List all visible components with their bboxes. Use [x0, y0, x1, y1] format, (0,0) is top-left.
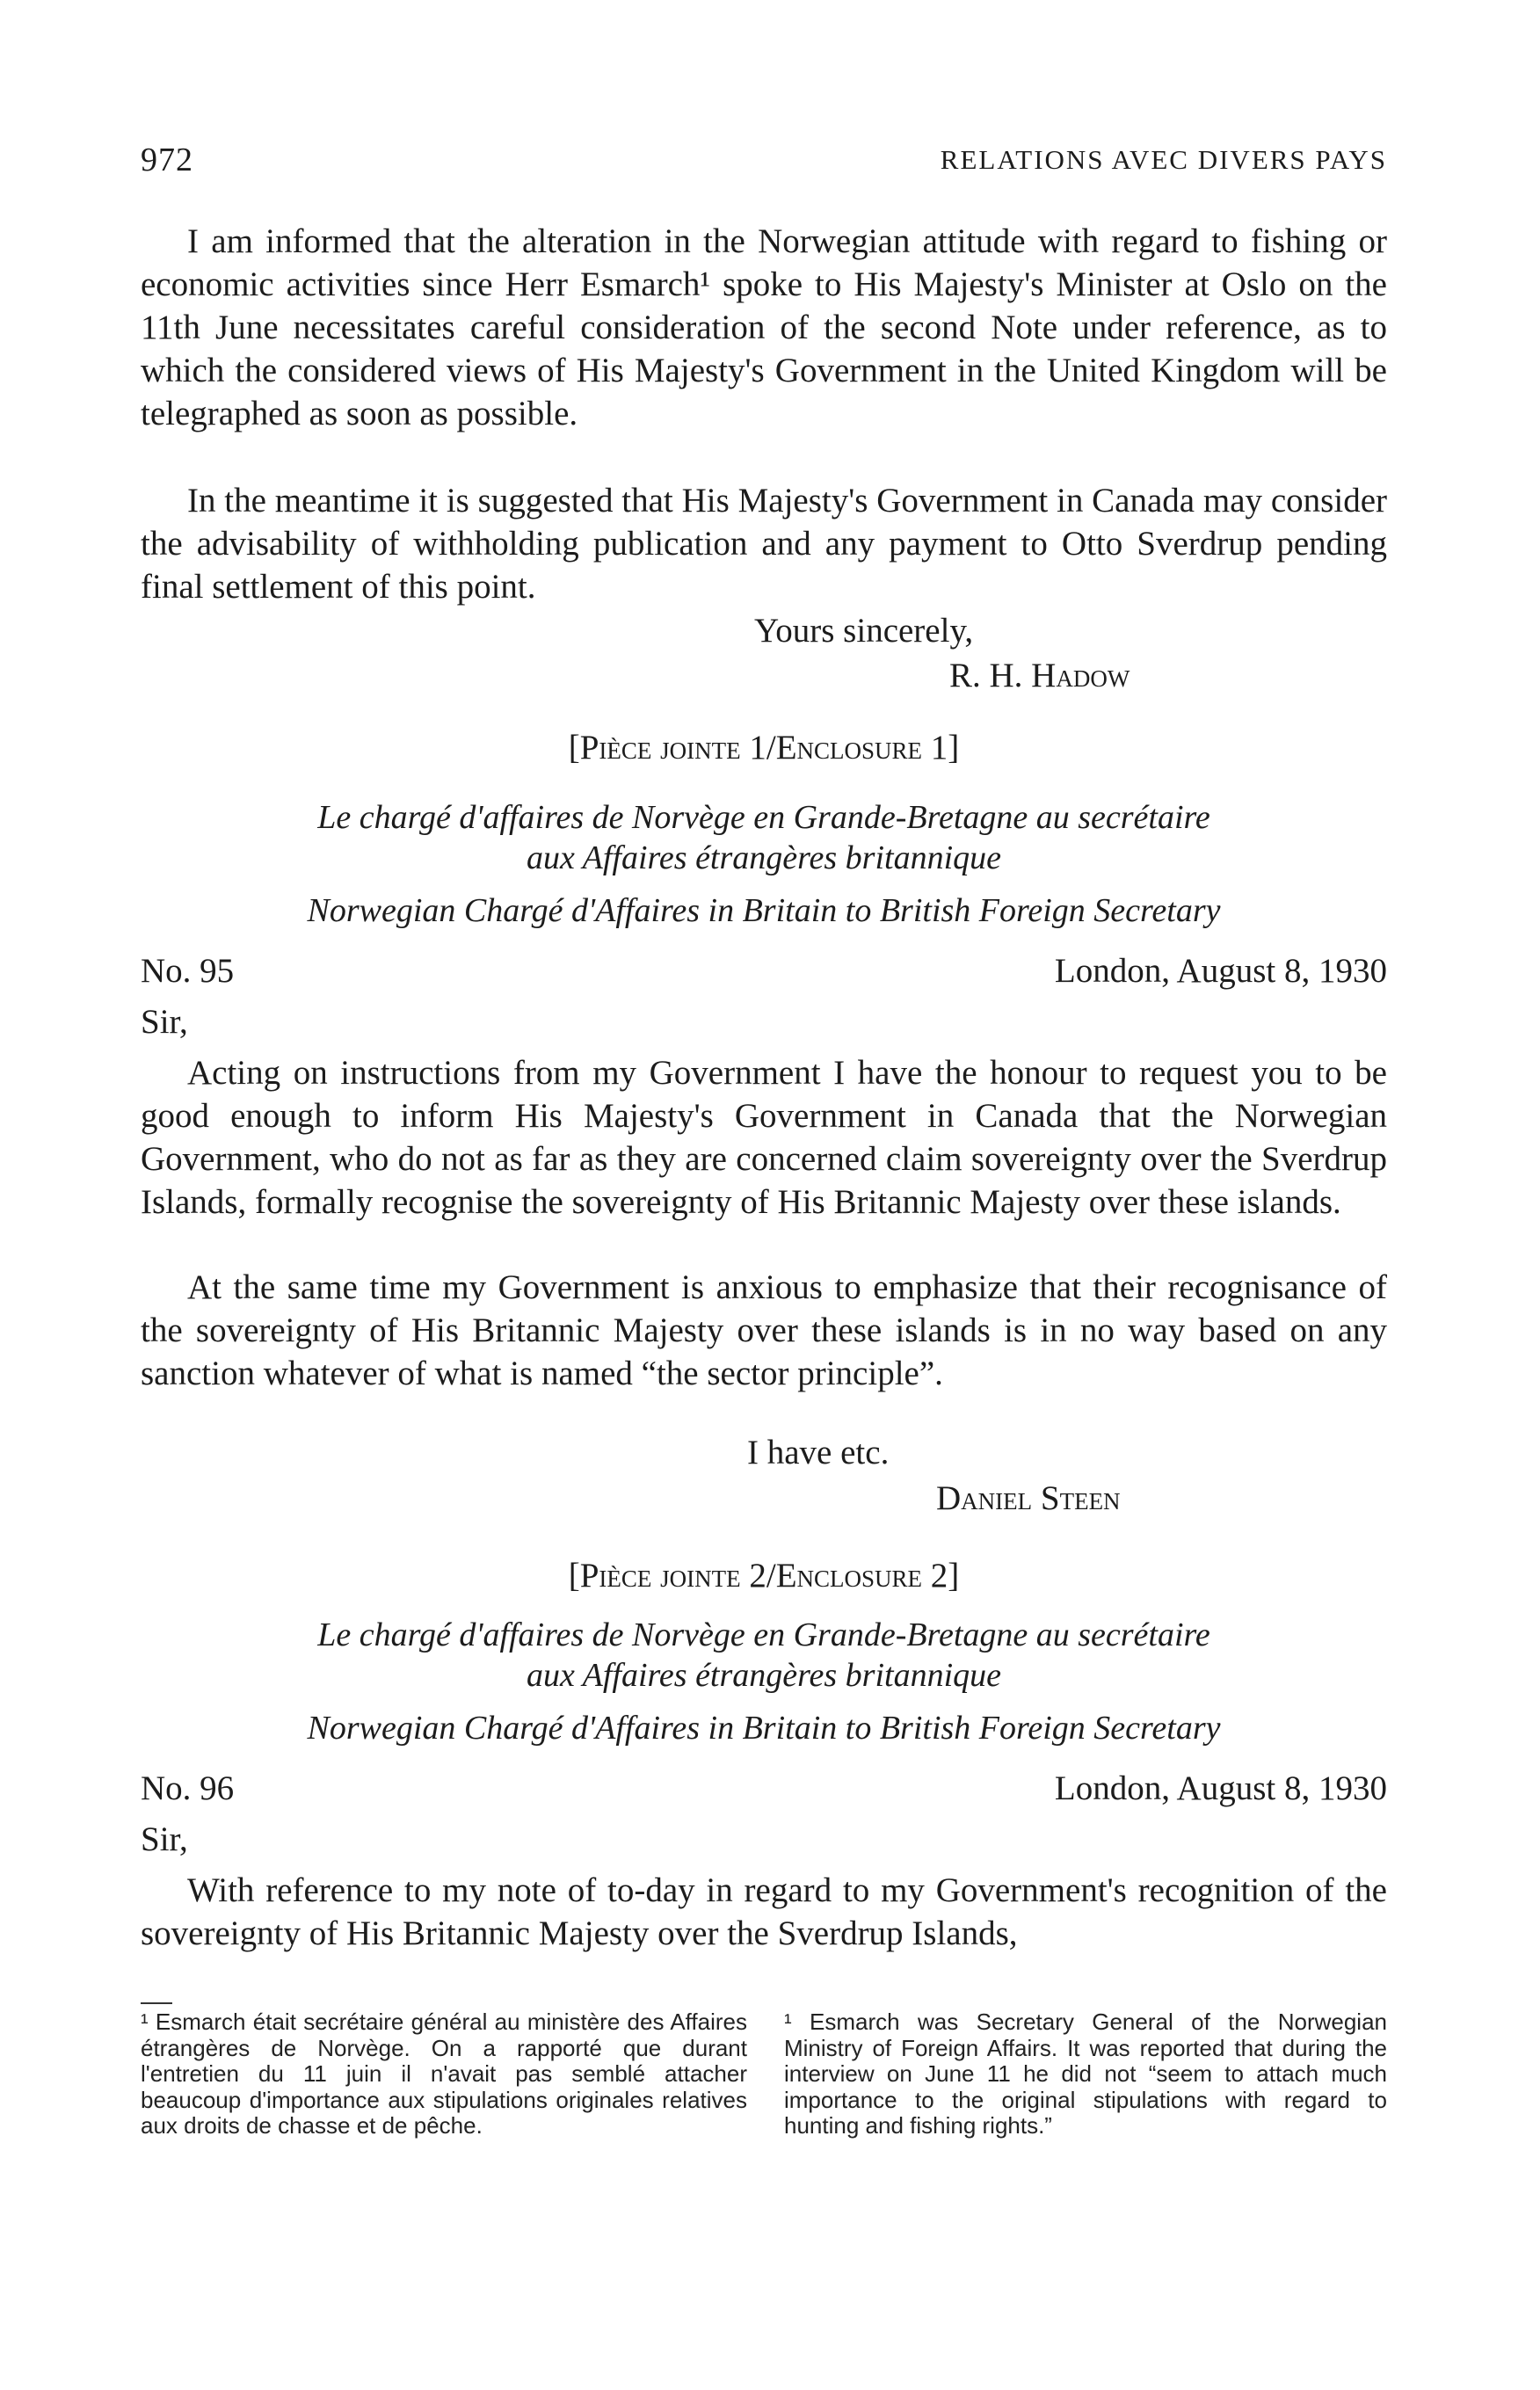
enclosure2-place-date: London, August 8, 1930	[1054, 1769, 1387, 1807]
enclosure1-number-row	[141, 949, 1387, 992]
enclosure1-title-en: Norwegian Chargé d'Affaires in Britain to British Foreign Secretary	[307, 892, 1221, 929]
enclosure2-para1: With reference to my note of to-day in regard to my Government's recognition of the sovereignty of His Britannic Majesty over the Sverdrup Islands,	[141, 1871, 1387, 1952]
page-number: 972	[141, 142, 193, 178]
enclosure2-label: [Pièce jointe 2/Enclosure 2]	[568, 1557, 960, 1595]
enclosure2-para1-block	[141, 1869, 1387, 1955]
enclosure2-title-fr-2: aux Affaires étrangères britannique	[526, 1657, 1002, 1694]
enclosure1-title-fr-2: aux Affaires étrangères britannique	[526, 839, 1002, 876]
footnote-fr: ¹ Esmarch était secrétaire général au ministère des Affaires étrangères de Norvège. On a rapporté que durant l'entretien du 11 juin il n'avait pas semblé attacher beaucoup d'importance aux stipulations originales relatives aux droits de chasse et de pêche.	[141, 2009, 747, 2139]
letter1-para1: I am informed that the alteration in the Norwegian attitude with regard to fishing or economic activities since Herr Esmarch¹ spoke to His Majesty's Minister at Oslo on the 11th June necessitates careful consideration of the second Note under reference, as to which the considered views of His Majesty's Government in the United Kingdom will be telegraphed as soon as possible.	[141, 222, 1387, 432]
footnote-en: ¹ Esmarch was Secretary General of the Norwegian Ministry of Foreign Affairs. It was reported that during the interview on June 11 he did not “seem to attach much importance to the original stipulations with regard to hunting and fishing rights.”	[784, 2009, 1387, 2139]
enclosure2-number-row	[141, 1767, 1387, 1810]
enclosure1-number: No. 95	[141, 952, 235, 990]
letter1-signature: R. H. Hadow	[949, 657, 1130, 694]
enclosure2-salutation: Sir,	[141, 1820, 188, 1858]
enclosure1-place-date: London, August 8, 1930	[1054, 952, 1387, 990]
letter1-para2-block	[141, 479, 1387, 608]
enclosure1-signature: Daniel Steen	[936, 1479, 1121, 1517]
enclosure1-label: [Pièce jointe 1/Enclosure 1]	[568, 729, 960, 766]
enclosure1-para1: Acting on instructions from my Government I have the honour to request you to be good enough to inform His Majesty's Government in Canada that the Norwegian Government, who do not as far as they are concerned claim sovereignty over the Sverdrup Islands, formally recognise the sovereignty of His Britannic Majesty over these islands.	[141, 1054, 1387, 1221]
footnote-rule	[141, 2002, 172, 2004]
enclosure1-para2-block	[141, 1266, 1387, 1395]
enclosure1-para2: At the same time my Government is anxious to emphasize that their recognisance of the sovereignty of His Britannic Majesty over these islands is in no way based on any sanction whatever of what is named “the sector principle”.	[141, 1268, 1387, 1392]
enclosure1-title-fr-1: Le chargé d'affaires de Norvège en Grande-Bretagne au secrétaire	[317, 799, 1210, 836]
letter1-para1-block	[141, 220, 1387, 435]
enclosure2-number: No. 96	[141, 1769, 235, 1807]
enclosure1-para1-block	[141, 1051, 1387, 1224]
letter1-closing: Yours sincerely,	[754, 612, 974, 650]
enclosure1-closing: I have etc.	[747, 1434, 890, 1471]
enclosure2-title-fr-1: Le chargé d'affaires de Norvège en Grande-Bretagne au secrétaire	[317, 1616, 1210, 1653]
running-title: RELATIONS AVEC DIVERS PAYS	[940, 144, 1387, 175]
page-header	[141, 141, 1387, 185]
enclosure1-salutation: Sir,	[141, 1003, 188, 1041]
enclosure2-title-en: Norwegian Chargé d'Affaires in Britain to British Foreign Secretary	[307, 1710, 1221, 1747]
letter1-para2: In the meantime it is suggested that His Majesty's Government in Canada may consider the advisability of withholding publication and any payment to Otto Sverdrup pending final settlement of this point.	[141, 482, 1387, 606]
